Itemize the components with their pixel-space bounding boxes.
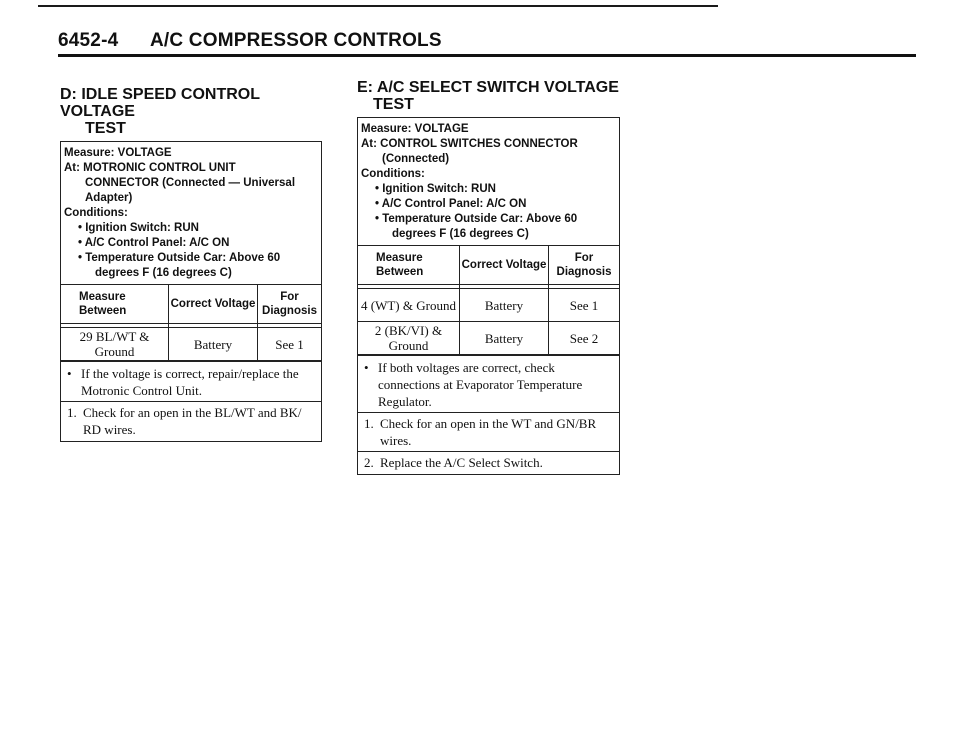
page-title: A/C COMPRESSOR CONTROLS	[150, 30, 442, 51]
page-header	[58, 30, 916, 57]
diagnosis-step-2: 2. Replace the A/C Select Switch.	[358, 451, 619, 471]
condition-item-cont: degrees F (16 degrees C)	[95, 267, 232, 279]
col-measure-between: Measure Between	[61, 285, 169, 324]
section-d	[60, 86, 322, 442]
condition-item: • Temperature Outside Car: Above 60	[78, 252, 281, 264]
section-title-line2: TEST	[373, 96, 414, 113]
cell-for-diagnosis: See 1	[549, 289, 620, 322]
cell-correct-voltage: Battery	[169, 328, 258, 361]
at-line-cont: CONNECTOR (Connected — Universal	[85, 177, 296, 189]
top-rule	[38, 5, 718, 7]
at-line-cont: (Connected)	[382, 153, 450, 165]
diagnosis-step-1: 1. Check for an open in the BL/WT and BK/ RD wires.	[61, 401, 321, 438]
table-row	[358, 289, 619, 322]
section-title	[60, 86, 322, 137]
measure-table	[358, 245, 619, 355]
bullet-icon: •	[67, 366, 72, 381]
notes-block	[61, 361, 321, 441]
step-text: Check for an open in the BL/WT and BK/ RD wires.	[83, 405, 302, 437]
at-line: At: CONTROL SWITCHES CONNECTOR	[361, 138, 578, 150]
conditions-label: Conditions:	[361, 168, 425, 180]
cell-measure-between: 29 BL/WT & Ground	[61, 328, 169, 361]
section-e	[357, 79, 620, 475]
cell-correct-voltage: Battery	[460, 322, 549, 355]
step-text: Check for an open in the WT and GN/BR wires.	[380, 416, 597, 448]
step-text: Replace the A/C Select Switch.	[380, 455, 543, 470]
bullet-text: If the voltage is correct, repair/replace the Motronic Control Unit.	[81, 366, 299, 398]
condition-item: • Ignition Switch: RUN	[78, 222, 199, 234]
bullet-icon: •	[364, 360, 369, 375]
col-measure-between: Measure Between	[358, 246, 460, 285]
cell-measure-between: 2 (BK/VI) & Ground	[358, 322, 460, 355]
condition-item-cont: degrees F (16 degrees C)	[392, 228, 529, 240]
measure-table	[61, 284, 321, 361]
table-header-row	[61, 285, 321, 324]
table-header-row	[358, 246, 619, 285]
cell-correct-voltage: Battery	[460, 289, 549, 322]
page-number: 6452-4	[58, 30, 119, 51]
condition-item: • Ignition Switch: RUN	[375, 183, 496, 195]
notes-block	[358, 355, 619, 474]
conditions-block	[358, 118, 619, 245]
test-box	[60, 141, 322, 442]
test-box	[357, 117, 620, 475]
col-correct-voltage: Correct Voltage	[460, 246, 549, 285]
conditions-block	[61, 142, 321, 284]
table-row	[61, 328, 321, 361]
bullet-text: If both voltages are correct, check connections at Evaporator Temperature Regulator.	[378, 360, 583, 409]
cell-for-diagnosis: See 1	[258, 328, 322, 361]
at-line: At: MOTRONIC CONTROL UNIT	[64, 162, 236, 174]
col-for-diagnosis: For Diagnosis	[258, 285, 322, 324]
diagnosis-step-1: 1. Check for an open in the WT and GN/BR wires.	[358, 412, 619, 449]
condition-item: • Temperature Outside Car: Above 60	[375, 213, 578, 225]
section-title-line2: TEST	[85, 120, 126, 137]
condition-item: • A/C Control Panel: A/C ON	[78, 237, 230, 249]
col-correct-voltage: Correct Voltage	[169, 285, 258, 324]
condition-item: • A/C Control Panel: A/C ON	[375, 198, 527, 210]
table-row	[358, 322, 619, 355]
section-title-line1: E: A/C SELECT SWITCH VOLTAGE	[357, 79, 619, 96]
section-title	[357, 79, 620, 113]
measure-line: Measure: VOLTAGE	[64, 147, 172, 159]
measure-line: Measure: VOLTAGE	[361, 123, 469, 135]
cell-measure-between: 4 (WT) & Ground	[358, 289, 460, 322]
bullet-note	[67, 365, 317, 399]
bullet-note	[364, 359, 615, 410]
section-title-line1: D: IDLE SPEED CONTROL VOLTAGE	[60, 86, 260, 120]
col-for-diagnosis: For Diagnosis	[549, 246, 620, 285]
conditions-label: Conditions:	[64, 207, 128, 219]
at-line-cont: Adapter)	[85, 192, 133, 204]
cell-for-diagnosis: See 2	[549, 322, 620, 355]
